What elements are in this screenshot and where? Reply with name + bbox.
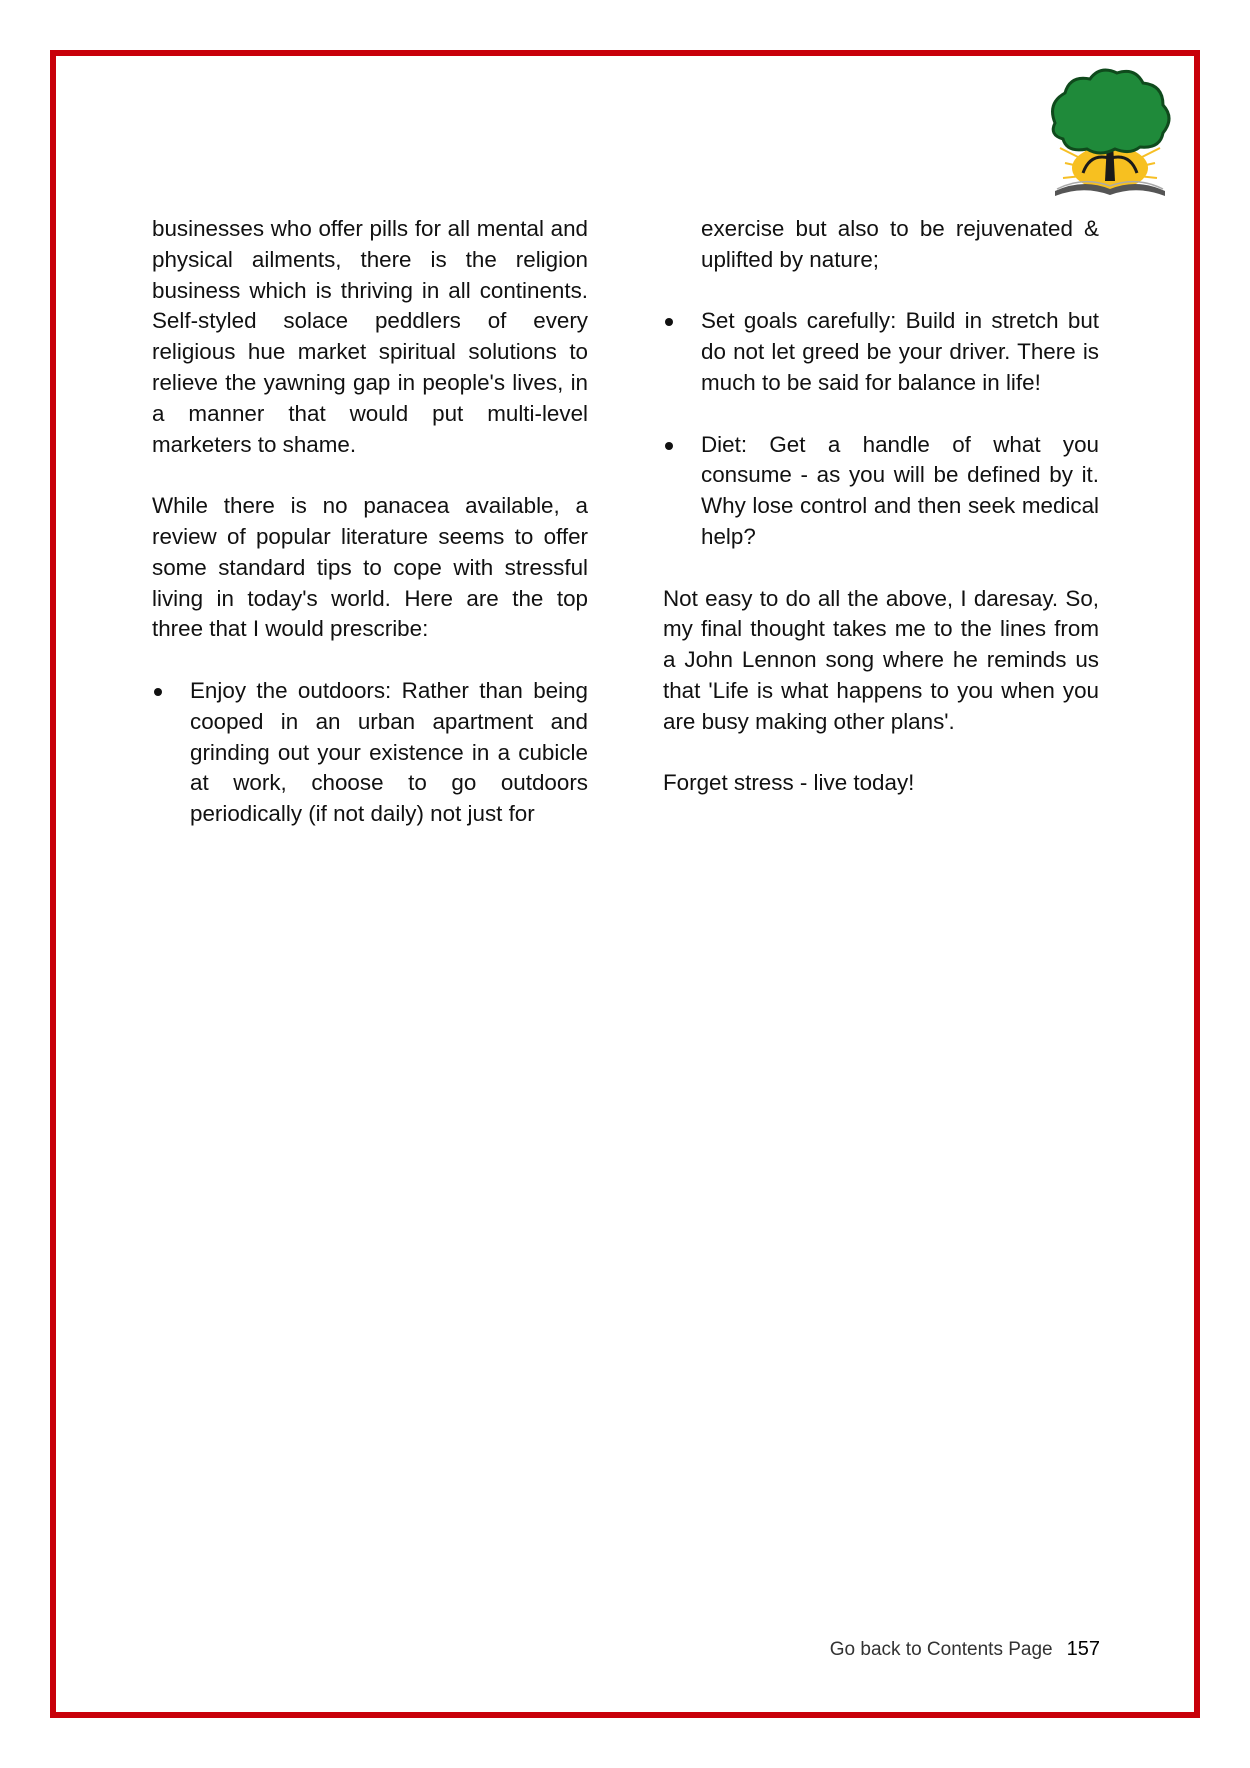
bullet-icon xyxy=(665,318,673,326)
paragraph: Not easy to do all the above, I daresay. So, my final thought takes me to the lines from a John Lennon song where he reminds us that 'Life is what happens to you when you are busy making other plans'. xyxy=(663,585,1099,734)
list-item-text: Diet: Get a handle of what you consume - as you will be defined by it. Why lose control and then seek medical help? xyxy=(701,431,1099,549)
page-number: 157 xyxy=(1066,1638,1100,1660)
right-column xyxy=(663,214,1099,830)
list-item-text: Enjoy the outdoors: Rather than being cooped in an urban apartment and grinding out your existence in a cubicle at work, choose to go outdoors periodically (if not daily) not just for xyxy=(190,677,588,827)
bullet-icon xyxy=(665,442,673,450)
left-column xyxy=(152,214,588,861)
closing-line: Forget stress - live today! xyxy=(663,770,915,796)
tree-book-logo-icon xyxy=(1035,63,1185,213)
list-item-continuation: exercise but also to be rejuvenated & uplifted by nature; xyxy=(701,216,1099,272)
tips-list xyxy=(663,306,1099,552)
paragraph: businesses who offer pills for all mental and physical ailments, there is the religion business which is thriving in all continents. Self-styled solace peddlers of every religious hue market spiritual solutions to relieve the yawning gap in people's lives, in a manner that would put multi-level marketers to shame. xyxy=(152,216,588,457)
paragraph: While there is no panacea available, a review of popular literature seems to offer some standard tips to cope with stressful living in today's world. Here are the top three that I would prescribe: xyxy=(152,493,588,642)
tips-list xyxy=(152,676,588,830)
list-item xyxy=(152,676,588,830)
list-item xyxy=(663,430,1099,553)
list-item-text: Set goals carefully: Build in stretch but do not let greed be your driver. There is much to be said for balance in life! xyxy=(701,308,1099,395)
list-item xyxy=(663,306,1099,398)
contents-page-link[interactable]: Go back to Contents Page xyxy=(829,1639,1053,1660)
bullet-icon xyxy=(154,688,162,696)
page-footer xyxy=(820,1638,1100,1661)
